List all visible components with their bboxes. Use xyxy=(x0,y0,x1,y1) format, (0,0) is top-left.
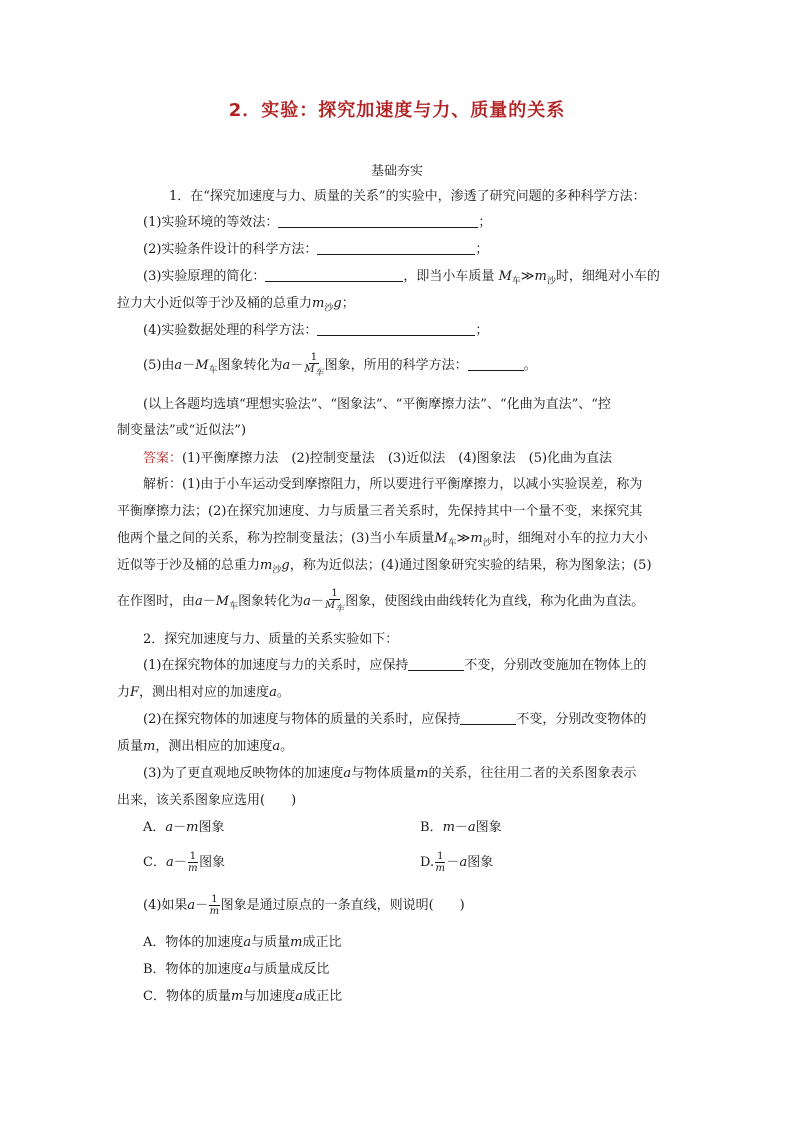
choice-c[interactable]: C．物体的质量m与加速度a成正比 xyxy=(143,989,343,1004)
section-heading: 基础夯实 xyxy=(370,164,423,179)
q1-item-3-cont: 拉力大小近似等于沙及桶的总重力$m_沙g$； xyxy=(117,296,355,314)
answer-line: 答案：(1)平衡摩擦力法 (2)控制变量法 (3)近似法 (4)图象法 (5)化曲为直法 xyxy=(143,451,613,466)
q1-note-cont: 制变量法”或“近似法”) xyxy=(117,423,247,438)
fraction: $\frac{1}{M_车}$ xyxy=(324,588,345,614)
fraction: $\frac{1}{m}$ xyxy=(188,851,198,874)
q1-item-5: (5)由$a-M_车$图象转化为a－ $\frac{1}{M_车}$ 图象，所用的科学方法： 。 xyxy=(143,352,537,378)
fraction: $\frac{1}{M_车}$ xyxy=(304,352,324,378)
answer-blank[interactable] xyxy=(317,321,475,336)
answer-blank[interactable] xyxy=(468,356,524,371)
analysis-line-2: 平衡摩擦力法；(2)在探究加速度、力与质量三者关系时，先保持其中一个量不变，来探究其 xyxy=(117,504,643,519)
q2-part-3: (3)为了更直观地反映物体的加速度a与物体质量m的关系，往往用二者的关系图象表示 xyxy=(143,766,637,781)
q1-note: (以上各题均选填“理想实验法”、“图象法”、“平衡摩擦力法”、“化曲为直法”、“控 xyxy=(143,397,611,412)
analysis-line-3: 他两个量之间的关系，称为控制变量法；(3)当小车质量$M_车≫m_沙$时，细绳对小车的拉力大小 xyxy=(117,531,648,549)
q1-item-1: (1)实验环境的等效法： ； xyxy=(143,215,492,230)
q2-part-2-cont: 质量m，测出相应的加速度a。 xyxy=(117,739,294,754)
q2-stem: 2．探究加速度与力、质量的关系实验如下： xyxy=(143,632,399,647)
analysis-line-1: 解析：(1)由于小车运动受到摩擦阻力，所以要进行平衡摩擦力，以减小实验误差，称为 xyxy=(143,477,643,492)
choice-a[interactable]: A．物体的加速度a与质量m成正比 xyxy=(143,935,342,950)
fraction: $\frac{1}{m}$ xyxy=(435,851,446,874)
analysis-line-5: 在作图时，由$a-M_车$图象转化为a－ $\frac{1}{M_车}$ 图象，使图线由曲线转化为直线，称为化曲为直法。 xyxy=(117,588,645,614)
q1-item-4: (4)实验数据处理的科学方法： ； xyxy=(143,323,489,338)
q2-part-1-cont: 力F，测出相对应的加速度a。 xyxy=(117,685,290,700)
fraction: $\frac{1}{m}$ xyxy=(209,894,220,917)
q1-item-3: (3)实验原理的简化： ，即当小车质量 $M_车≫m_沙$时，细绳对小车的 xyxy=(143,269,660,287)
analysis-line-4: 近似等于沙及桶的总重力$m_沙g$，称为近似法；(4)通过图象研究实验的结果，称为图象法；(5) xyxy=(117,558,652,576)
answer-blank[interactable] xyxy=(317,240,475,255)
answer-label: 答案： xyxy=(143,451,183,466)
choice-b[interactable]: B．物体的加速度a与质量成反比 xyxy=(143,962,330,977)
q2-part-1: (1)在探究物体的加速度与力的关系时，应保持 不变，分别改变施加在物体上的 xyxy=(143,658,647,673)
answer-blank[interactable] xyxy=(408,656,464,671)
answer-blank[interactable] xyxy=(460,710,516,725)
q2-part-2: (2)在探究物体的加速度与物体的质量的关系时，应保持 不变，分别改变物体的 xyxy=(143,712,647,727)
page-title: 2．实验：探究加速度与力、质量的关系 xyxy=(228,100,566,121)
option-d[interactable]: D. $\frac{1}{m}$ －a图象 xyxy=(420,851,494,874)
q1-stem: 1．在“探究加速度与力、质量的关系”的实验中，渗透了研究问题的多种科学方法： xyxy=(169,189,646,204)
answer-blank[interactable] xyxy=(278,213,478,228)
option-b[interactable]: B．m－a图象 xyxy=(420,820,502,835)
q1-item-2: (2)实验条件设计的科学方法： ； xyxy=(143,242,489,257)
q2-part-4: (4)如果a－ $\frac{1}{m}$ 图象是通过原点的一条直线，则说明( ) xyxy=(143,894,465,917)
option-c[interactable]: C．a－ $\frac{1}{m}$ 图象 xyxy=(143,851,226,874)
q2-part-3-cont: 出来，该关系图象应选用( ) xyxy=(117,793,297,808)
answer-blank[interactable] xyxy=(265,267,403,282)
option-a[interactable]: A．a－m图象 xyxy=(143,820,225,835)
